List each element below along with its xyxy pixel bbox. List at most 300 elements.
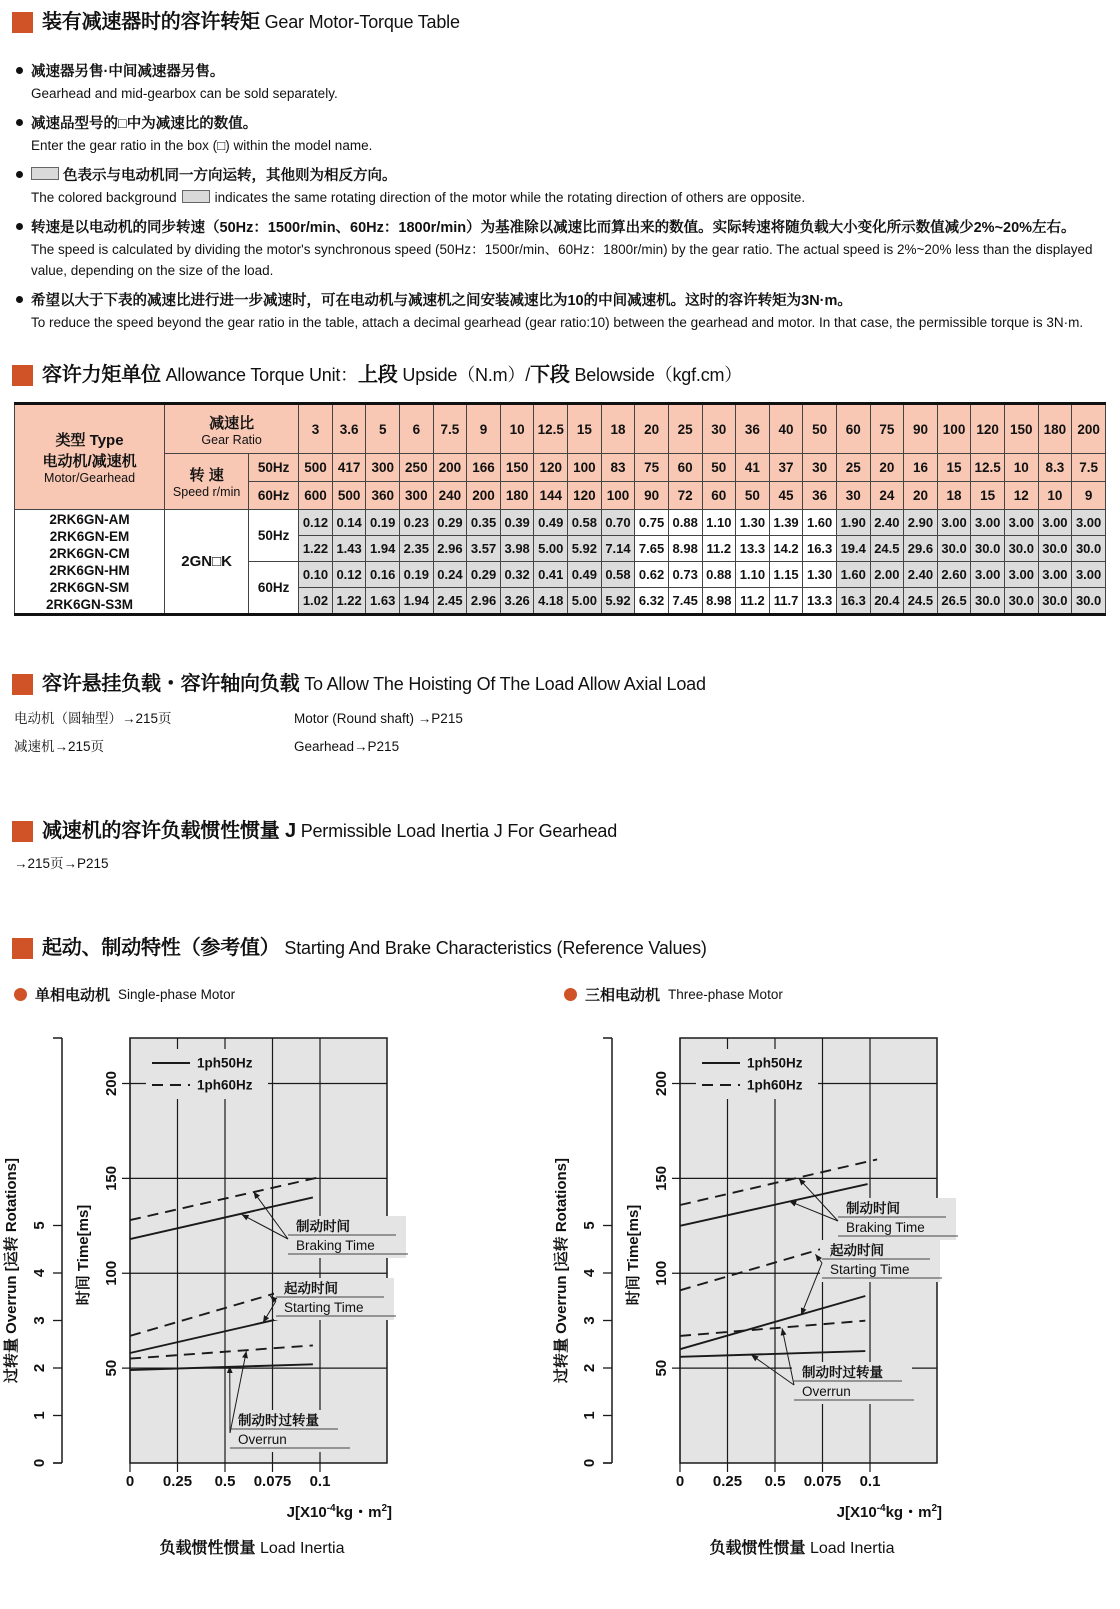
x-tick-label: 0.25 (713, 1473, 742, 1490)
legend-label: 1ph50Hz (197, 1056, 253, 1071)
three-phase-header (564, 983, 1100, 1005)
x-tick-label: 0.5 (215, 1473, 236, 1490)
speed-60hz-value: 50 (736, 482, 770, 510)
torque-kgfcm-60hz-value: 8.98 (702, 588, 736, 615)
torque-kgfcm-50hz-value: 2.35 (400, 536, 434, 562)
speed-60hz-value: 180 (500, 482, 534, 510)
torque-nm-60hz-value: 0.24 (433, 562, 467, 588)
torque-nm-60hz-value: 1.10 (736, 562, 770, 588)
bullet-dot-icon (16, 171, 23, 178)
torque-kgfcm-60hz-value: 26.5 (937, 588, 971, 615)
time-tick-label: 50 (103, 1360, 120, 1377)
torque-nm-60hz-value: 1.15 (769, 562, 803, 588)
torque-kgfcm-50hz-value: 8.98 (668, 536, 702, 562)
annotation-label-cn: 起动时间 (284, 1280, 338, 1296)
single-phase-chart (0, 1005, 550, 1567)
gear-ratio-value: 150 (1004, 404, 1038, 454)
gear-ratio-value: 30 (702, 404, 736, 454)
torque-nm-60hz-value: 3.00 (1072, 562, 1106, 588)
title-part: 减速机的容许负载惯性惯量 J (42, 820, 296, 842)
torque-nm-50hz-value: 1.39 (769, 510, 803, 536)
time-tick-label: 100 (103, 1261, 120, 1286)
x-tick-label: 0 (126, 1473, 134, 1490)
torque-nm-50hz-value: 1.60 (803, 510, 837, 536)
title-part: 下段 (530, 364, 570, 386)
title-part: 起动、制动特性（参考值） (42, 937, 280, 959)
torque-kgfcm-60hz-value: 30.0 (1072, 588, 1106, 615)
torque-nm-50hz-value: 0.39 (500, 510, 534, 536)
torque-kgfcm-60hz-value: 3.26 (500, 588, 534, 615)
model-name: 2RK6GN-CM (15, 545, 164, 562)
torque-nm-50hz-value: 0.58 (568, 510, 602, 536)
note-en-text: The colored background (31, 190, 177, 205)
note-en: The speed is calculated by dividing the motor's synchronous speed (50Hz：1500r/min、60Hz：1800r/min) by the gear ratio. The actual speed is 2%~20% less than the displayed value, depending on the size of the load. (31, 239, 1111, 281)
notes-list (16, 61, 1120, 333)
torque-kgfcm-50hz-value: 5.92 (568, 536, 602, 562)
gear-ratio-value: 200 (1072, 404, 1106, 454)
note-cn-text: 减速器另售·中间减速器另售。 (31, 61, 224, 83)
freq-50hz-label: 50Hz (249, 454, 299, 482)
torque-nm-60hz-value: 1.60 (836, 562, 870, 588)
gear-ratio-value: 10 (500, 404, 534, 454)
speed-50hz-value: 200 (433, 454, 467, 482)
torque-kgfcm-60hz-value: 1.63 (366, 588, 400, 615)
speed-50hz-value: 41 (736, 454, 770, 482)
model-name: 2RK6GN-AM (15, 511, 164, 528)
torque-nm-60hz-value: 0.62 (635, 562, 669, 588)
note-cn (16, 165, 1104, 187)
time-tick-label: 150 (653, 1166, 670, 1191)
torque-nm-50hz-value: 0.88 (668, 510, 702, 536)
gear-ratio-value: 3.6 (332, 404, 366, 454)
type-header-line: 电动机/减速机 (15, 450, 164, 471)
gearhead-model-cell: 2GN□K (165, 510, 249, 615)
title-part: Upside（N.m）/ (398, 365, 530, 385)
speed-50hz-value: 12.5 (971, 454, 1005, 482)
speed-60hz-value: 600 (299, 482, 333, 510)
chart-title-cn: 三相电动机 (585, 984, 660, 1005)
torque-nm-50hz-value: 2.40 (870, 510, 904, 536)
model-list-cell (15, 510, 165, 615)
torque-nm-60hz-value: 2.00 (870, 562, 904, 588)
gear-ratio-value: 90 (904, 404, 938, 454)
speed-50hz-value: 500 (299, 454, 333, 482)
annotation-label-cn: 制动时间 (846, 1200, 900, 1216)
note-cn (16, 113, 1104, 135)
note-cn (16, 290, 1104, 312)
orange-square-icon (12, 674, 33, 695)
gear-ratio-value: 12.5 (534, 404, 568, 454)
torque-kgfcm-50hz-value: 1.43 (332, 536, 366, 562)
speed-50hz-value: 8.3 (1038, 454, 1072, 482)
model-name: 2RK6GN-S3M (15, 596, 164, 613)
bullet-dot-icon (16, 223, 23, 230)
overrun-tick-label: 0 (581, 1459, 598, 1467)
title-part: Allowance Torque Unit： (161, 365, 358, 385)
torque-kgfcm-60hz-value: 30.0 (1038, 588, 1072, 615)
torque-nm-50hz-value: 2.90 (904, 510, 938, 536)
legend-label: 1ph60Hz (747, 1078, 803, 1093)
overrun-axis-label: 过转量 Overrun [运转 Rotations] (2, 1158, 20, 1384)
annotation-label-en: Braking Time (846, 1220, 925, 1235)
torque-kgfcm-50hz-value: 30.0 (1072, 536, 1106, 562)
single-phase-header (14, 983, 550, 1005)
note-en (31, 187, 1111, 208)
section-title-text (42, 10, 460, 35)
gear-ratio-value: 180 (1038, 404, 1072, 454)
speed-50hz-value: 16 (904, 454, 938, 482)
note-en: To reduce the speed beyond the gear ratio in the table, attach a decimal gearhead (gear ratio:10) between the gearhead and motor. In that case, the permissible torque is 3N·m. (31, 312, 1111, 333)
time-tick-label: 200 (103, 1071, 120, 1096)
speed-cn: 转 速 (165, 464, 248, 485)
torque-kgfcm-50hz-value: 19.4 (836, 536, 870, 562)
speed-50hz-value: 75 (635, 454, 669, 482)
time-axis-label: 时间 Time[ms] (624, 1205, 642, 1306)
title-part: Gear Motor-Torque Table (260, 12, 460, 32)
speed-header-cell (165, 454, 249, 510)
time-tick-label: 100 (653, 1261, 670, 1286)
freq-60hz-label: 60Hz (249, 482, 299, 510)
speed-50hz-value: 10 (1004, 454, 1038, 482)
gear-ratio-en: Gear Ratio (165, 433, 298, 447)
orange-square-icon (12, 365, 33, 386)
note-cn (16, 61, 1104, 83)
gear-ratio-value: 25 (668, 404, 702, 454)
torque-kgfcm-60hz-value: 1.94 (400, 588, 434, 615)
torque-kgfcm-60hz-value: 13.3 (803, 588, 837, 615)
time-tick-label: 150 (103, 1166, 120, 1191)
annotation-label-en: Braking Time (296, 1238, 375, 1253)
ref-cn: 减速机→215页 (14, 735, 294, 759)
torque-kgfcm-60hz-value: 16.3 (836, 588, 870, 615)
title-part: Starting And Brake Characteristics (Reference Values) (280, 938, 707, 958)
speed-50hz-value: 83 (601, 454, 635, 482)
overrun-tick-label: 4 (31, 1268, 48, 1277)
torque-nm-60hz-value: 0.49 (568, 562, 602, 588)
torque-kgfcm-60hz-value: 7.45 (668, 588, 702, 615)
time-tick-label: 50 (653, 1360, 670, 1377)
torque-kgfcm-60hz-value: 5.00 (568, 588, 602, 615)
load-inertia-ref: →215页→P215 (14, 852, 1120, 872)
x-axis-unit-label: $J[X10^{-4}kg$・$m^2$] (837, 1503, 942, 1521)
torque-nm-50hz-value: 1.90 (836, 510, 870, 536)
annotation-label-en: Overrun (802, 1384, 851, 1399)
overrun-axis-label: 过转量 Overrun [运转 Rotations] (552, 1158, 570, 1384)
overrun-tick-label: 5 (581, 1221, 598, 1229)
charts-row (0, 983, 1120, 1572)
speed-60hz-value: 72 (668, 482, 702, 510)
direction-swatch-icon (31, 167, 59, 180)
speed-50hz-value: 166 (467, 454, 501, 482)
annotation-label-en: Starting Time (830, 1262, 910, 1277)
torque-kgfcm-60hz-value: 6.32 (635, 588, 669, 615)
orange-square-icon (12, 938, 33, 959)
torque-kgfcm-50hz-value: 29.6 (904, 536, 938, 562)
note-cn-text: 希望以大于下表的减速比进行进一步减速时，可在电动机与减速机之间安装减速比为10的中间减速机。这时的容许转矩为3N·m。 (31, 290, 852, 312)
freq-row-label: 50Hz (249, 510, 299, 562)
torque-nm-50hz-value: 3.00 (971, 510, 1005, 536)
torque-kgfcm-50hz-value: 3.98 (500, 536, 534, 562)
torque-nm-60hz-value: 0.19 (400, 562, 434, 588)
x-tick-label: 0.1 (310, 1473, 331, 1490)
torque-nm-60hz-value: 0.16 (366, 562, 400, 588)
torque-nm-60hz-value: 0.10 (299, 562, 333, 588)
torque-nm-60hz-value: 0.12 (332, 562, 366, 588)
gear-ratio-value: 3 (299, 404, 333, 454)
torque-table (14, 402, 1106, 616)
speed-50hz-value: 120 (534, 454, 568, 482)
legend-label: 1ph50Hz (747, 1056, 803, 1071)
load-inertia-caption: 负载惯性惯量 Load Inertia (160, 1538, 345, 1557)
speed-50hz-value: 150 (500, 454, 534, 482)
load-inertia-caption: 负载惯性惯量 Load Inertia (710, 1538, 895, 1557)
gear-ratio-value: 9 (467, 404, 501, 454)
torque-kgfcm-60hz-value: 5.92 (601, 588, 635, 615)
chart-title-en: Single-phase Motor (118, 987, 235, 1002)
orange-square-icon (12, 12, 33, 33)
single-phase-chart-box (0, 983, 550, 1572)
speed-50hz-value: 20 (870, 454, 904, 482)
overrun-tick-label: 1 (31, 1411, 48, 1419)
speed-50hz-value: 250 (400, 454, 434, 482)
torque-kgfcm-60hz-value: 1.02 (299, 588, 333, 615)
speed-60hz-value: 45 (769, 482, 803, 510)
speed-50hz-value: 25 (836, 454, 870, 482)
freq-row-label: 60Hz (249, 562, 299, 615)
speed-50hz-value: 37 (769, 454, 803, 482)
section-start-brake-title (12, 936, 1120, 961)
torque-kgfcm-50hz-value: 30.0 (1004, 536, 1038, 562)
speed-60hz-value: 24 (870, 482, 904, 510)
annotation-label-en: Overrun (238, 1432, 287, 1447)
section-title-text (42, 672, 706, 697)
title-part: 容许悬挂负载・容许轴向负载 (42, 673, 299, 695)
note-item (16, 290, 1120, 333)
title-part: Belowside（kgf.cm） (570, 365, 742, 385)
speed-60hz-value: 36 (803, 482, 837, 510)
torque-kgfcm-50hz-value: 14.2 (769, 536, 803, 562)
overrun-tick-label: 4 (581, 1268, 598, 1277)
annotation-label-en: Starting Time (284, 1300, 364, 1315)
gear-ratio-value: 100 (937, 404, 971, 454)
x-tick-label: 0 (676, 1473, 684, 1490)
torque-kgfcm-60hz-value: 4.18 (534, 588, 568, 615)
torque-nm-60hz-value: 0.29 (467, 562, 501, 588)
torque-nm-60hz-value: 0.41 (534, 562, 568, 588)
torque-kgfcm-50hz-value: 30.0 (971, 536, 1005, 562)
gear-ratio-value: 60 (836, 404, 870, 454)
overrun-tick-label: 0 (31, 1459, 48, 1467)
torque-nm-50hz-value: 0.70 (601, 510, 635, 536)
torque-nm-50hz-value: 1.10 (702, 510, 736, 536)
torque-kgfcm-60hz-value: 24.5 (904, 588, 938, 615)
gear-ratio-value: 18 (601, 404, 635, 454)
torque-kgfcm-50hz-value: 13.3 (736, 536, 770, 562)
overrun-tick-label: 2 (581, 1364, 598, 1372)
speed-60hz-value: 9 (1072, 482, 1106, 510)
torque-nm-60hz-value: 0.32 (500, 562, 534, 588)
note-en: Gearhead and mid-gearbox can be sold separately. (31, 83, 1111, 104)
speed-50hz-value: 60 (668, 454, 702, 482)
speed-60hz-value: 300 (400, 482, 434, 510)
section-title-text (42, 819, 617, 844)
torque-kgfcm-60hz-value: 20.4 (870, 588, 904, 615)
torque-kgfcm-60hz-value: 30.0 (971, 588, 1005, 615)
torque-kgfcm-60hz-value: 11.7 (769, 588, 803, 615)
overrun-tick-label: 3 (31, 1316, 48, 1324)
orange-dot-icon (14, 988, 27, 1001)
orange-dot-icon (564, 988, 577, 1001)
speed-en: Speed r/min (165, 485, 248, 499)
x-tick-label: 0.5 (765, 1473, 786, 1490)
torque-kgfcm-60hz-value: 11.2 (736, 588, 770, 615)
speed-60hz-value: 18 (937, 482, 971, 510)
x-tick-label: 0.075 (804, 1473, 842, 1490)
torque-nm-50hz-value: 3.00 (937, 510, 971, 536)
gear-ratio-cn: 减速比 (165, 412, 298, 433)
torque-kgfcm-60hz-value: 1.22 (332, 588, 366, 615)
torque-kgfcm-50hz-value: 1.94 (366, 536, 400, 562)
torque-kgfcm-60hz-value: 30.0 (1004, 588, 1038, 615)
x-axis-unit-label: $J[X10^{-4}kg$・$m^2$] (287, 1503, 392, 1521)
gear-ratio-value: 6 (400, 404, 434, 454)
speed-50hz-value: 300 (366, 454, 400, 482)
torque-kgfcm-50hz-value: 7.65 (635, 536, 669, 562)
legend-label: 1ph60Hz (197, 1078, 253, 1093)
model-name: 2RK6GN-EM (15, 528, 164, 545)
torque-nm-60hz-value: 2.60 (937, 562, 971, 588)
direction-swatch-icon (182, 190, 210, 203)
annotation-label-cn: 制动时过转量 (238, 1412, 319, 1428)
time-tick-label: 200 (653, 1071, 670, 1096)
note-cn-text: 转速是以电动机的同步转速（50Hz：1500r/min、60Hz：1800r/min）为基准除以减速比而算出来的数值。实际转速将随负载大小变化所示数值减少2%~20%左右。 (31, 217, 1076, 239)
speed-50hz-value: 417 (332, 454, 366, 482)
title-part: 上段 (358, 364, 398, 386)
three-phase-chart-box (550, 983, 1100, 1572)
torque-kgfcm-60hz-value: 2.96 (467, 588, 501, 615)
title-part: Permissible Load Inertia J For Gearhead (296, 821, 617, 841)
overrun-tick-label: 1 (581, 1411, 598, 1419)
speed-60hz-value: 100 (601, 482, 635, 510)
torque-nm-50hz-value: 0.14 (332, 510, 366, 536)
section-load-inertia-title (12, 819, 1120, 844)
gear-ratio-value: 120 (971, 404, 1005, 454)
speed-60hz-value: 200 (467, 482, 501, 510)
torque-kgfcm-50hz-value: 30.0 (937, 536, 971, 562)
torque-nm-60hz-value: 0.73 (668, 562, 702, 588)
title-part: 容许力矩单位 (42, 364, 161, 386)
x-tick-label: 0.075 (254, 1473, 292, 1490)
annotation-label-cn: 制动时过转量 (802, 1364, 883, 1380)
torque-nm-50hz-value: 3.00 (1004, 510, 1038, 536)
speed-60hz-value: 120 (568, 482, 602, 510)
gear-ratio-value: 5 (366, 404, 400, 454)
speed-60hz-value: 15 (971, 482, 1005, 510)
torque-nm-60hz-value: 3.00 (971, 562, 1005, 588)
gear-ratio-value: 7.5 (433, 404, 467, 454)
title-part: To Allow The Hoisting Of The Load Allow Axial Load (299, 674, 705, 694)
torque-nm-50hz-value: 1.30 (736, 510, 770, 536)
note-cn-text: 减速品型号的□中为减速比的数值。 (31, 113, 257, 135)
speed-50hz-value: 7.5 (1072, 454, 1106, 482)
type-header-line: 类型 Type (15, 429, 164, 450)
torque-nm-60hz-value: 3.00 (1004, 562, 1038, 588)
note-item (16, 217, 1120, 281)
gear-ratio-value: 20 (635, 404, 669, 454)
title-part: 装有减速器时的容许转矩 (42, 11, 260, 33)
time-axis-label: 时间 Time[ms] (74, 1205, 92, 1306)
overrun-tick-label: 3 (581, 1316, 598, 1324)
speed-60hz-value: 60 (702, 482, 736, 510)
gear-ratio-header-cell (165, 404, 299, 454)
torque-nm-50hz-value: 0.49 (534, 510, 568, 536)
speed-50hz-value: 50 (702, 454, 736, 482)
overrun-tick-label: 2 (31, 1364, 48, 1372)
gear-ratio-value: 36 (736, 404, 770, 454)
torque-nm-50hz-value: 0.12 (299, 510, 333, 536)
note-item (16, 165, 1120, 208)
chart-title-en: Three-phase Motor (668, 987, 783, 1002)
torque-nm-60hz-value: 2.40 (904, 562, 938, 588)
ref-en: Gearhead→P215 (294, 735, 399, 759)
annotation-label-cn: 制动时间 (296, 1218, 350, 1234)
speed-60hz-value: 360 (366, 482, 400, 510)
speed-60hz-value: 90 (635, 482, 669, 510)
note-cn (16, 217, 1104, 239)
torque-kgfcm-50hz-value: 16.3 (803, 536, 837, 562)
speed-60hz-value: 10 (1038, 482, 1072, 510)
torque-nm-50hz-value: 0.19 (366, 510, 400, 536)
x-tick-label: 0.1 (860, 1473, 881, 1490)
speed-50hz-value: 100 (568, 454, 602, 482)
speed-60hz-value: 144 (534, 482, 568, 510)
bullet-dot-icon (16, 296, 23, 303)
ref-cn: 电动机（圆轴型）→215页 (14, 707, 294, 731)
torque-nm-50hz-value: 0.75 (635, 510, 669, 536)
torque-nm-60hz-value: 1.30 (803, 562, 837, 588)
type-header-cell (15, 404, 165, 510)
torque-nm-50hz-value: 0.29 (433, 510, 467, 536)
section-gear-motor-torque-title (12, 10, 1120, 35)
speed-50hz-value: 15 (937, 454, 971, 482)
section-allowance-torque-title (12, 363, 1120, 388)
note-en: Enter the gear ratio in the box (□) within the model name. (31, 135, 1111, 156)
gear-ratio-value: 50 (803, 404, 837, 454)
torque-nm-60hz-value: 3.00 (1038, 562, 1072, 588)
speed-50hz-value: 30 (803, 454, 837, 482)
annotation-label-cn: 起动时间 (830, 1242, 884, 1258)
note-en-text: indicates the same rotating direction of the motor while the rotating direction of others are opposite. (215, 190, 806, 205)
x-tick-label: 0.25 (163, 1473, 192, 1490)
torque-kgfcm-50hz-value: 11.2 (702, 536, 736, 562)
speed-60hz-value: 500 (332, 482, 366, 510)
section-axial-load-title (12, 672, 1120, 697)
torque-nm-50hz-value: 0.23 (400, 510, 434, 536)
torque-kgfcm-50hz-value: 5.00 (534, 536, 568, 562)
chart-title-cn: 单相电动机 (35, 984, 110, 1005)
axial-load-ref-motor (14, 707, 1120, 731)
torque-nm-50hz-value: 3.00 (1072, 510, 1106, 536)
note-item (16, 61, 1120, 104)
bullet-dot-icon (16, 67, 23, 74)
torque-kgfcm-50hz-value: 7.14 (601, 536, 635, 562)
torque-kgfcm-50hz-value: 24.5 (870, 536, 904, 562)
ref-en: Motor (Round shaft) →P215 (294, 707, 463, 731)
type-header-line: Motor/Gearhead (15, 471, 164, 485)
torque-nm-50hz-value: 0.35 (467, 510, 501, 536)
torque-kgfcm-60hz-value: 2.45 (433, 588, 467, 615)
torque-nm-60hz-value: 0.58 (601, 562, 635, 588)
